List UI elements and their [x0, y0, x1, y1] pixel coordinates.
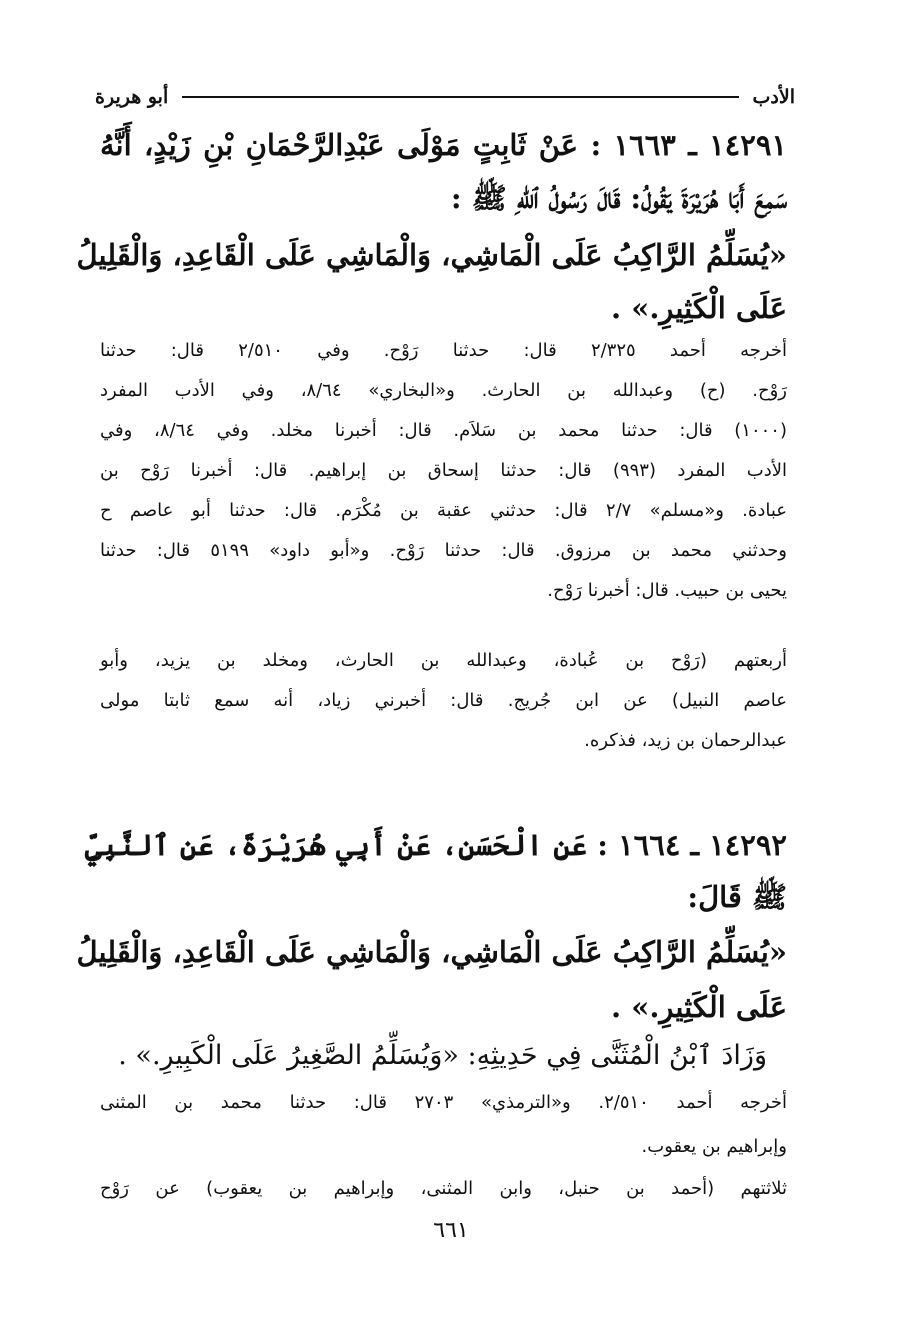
hadith1-takhrij-6: وحدثني محمد بن مرزوق. قال: حدثنا رَوْح. و«أبو داود» ٥١٩٩ قال: حدثنا [100, 540, 787, 561]
hadith1-summary-3: عبدالرحمان بن زيد، فذكره. [584, 730, 787, 751]
hadith1-summary-2: عاصم النبيل) عن ابن جُريج. قال: أخبرني زياد، أنه سمع ثابتا مولى [100, 690, 787, 711]
hadith1-line-1: ١٤٢٩١ ـ ١٦٦٣ : عَنْ ثَابِتٍ مَوْلَى عَبْدِالرَّحْمَانِ بْنِ زَيْدٍ، أَنَّهُ [100, 128, 787, 162]
hadith1-takhrij-1: أخرجه أحمد ٢/٣٢٥ قال: حدثنا رَوْح. وفي ٢/٥١٠ قال: حدثنا [100, 340, 787, 361]
hadith1-takhrij-2: رَوْح. (ح) وعبدالله بن الحارث. و«البخاري» ٨/٦٤، وفي الأدب المفرد [100, 380, 787, 401]
hadith2-line-1: ١٤٢٩٢ ـ ١٦٦٤ : عَنِ الْحَسَنِ، عَنْ أَبِي هُرَيْرَةَ، عَنِ ٱلنَّبِيِّ [84, 828, 787, 862]
hadith2-line-5: وَزَادَ ٱبْنُ الْمُثَنَّى فِي حَدِيثِهِ: «وَيُسَلِّمُ الصَّغِيرُ عَلَى الْكَبِيرِ.» . [118, 1040, 767, 1071]
hadith1-takhrij-4: الأدب المفرد (٩٩٣) قال: حدثنا إسحاق بن إبراهيم. قال: أخبرنا رَوْح بن [100, 460, 787, 481]
page-number: ٦٦١ [433, 1218, 469, 1243]
hadith1-takhrij-3: (١٠٠٠) قال: حدثنا محمد بن سَلاَم. قال: أخبرنا مخلد. وفي ٨/٦٤، وفي [100, 420, 787, 441]
hadith1-line-3: «يُسَلِّمُ الرَّاكِبُ عَلَى الْمَاشِي، وَالْمَاشِي عَلَى الْقَاعِدِ، وَالْقَلِيلُ [76, 238, 787, 272]
hadith1-line-4: عَلَى الْكَثِيرِ.» . [611, 291, 787, 325]
narrator-title: أبو هريرة [95, 86, 169, 108]
hadith2-line-3: «يُسَلِّمُ الرَّاكِبُ عَلَى الْمَاشِي، وَالْمَاشِي عَلَى الْقَاعِدِ، وَالْقَلِيلُ [76, 935, 787, 969]
running-header [95, 82, 795, 112]
hadith2-takhrij-1: أخرجه أحمد ٢/٥١٠. و«الترمذي» ٢٧٠٣ قال: حدثنا محمد بن المثنى [100, 1092, 787, 1113]
hadith1-takhrij-7: يحيى بن حبيب. قال: أخبرنا رَوْح. [547, 580, 787, 601]
hadith2-takhrij-2: وإبراهيم بن يعقوب. [641, 1136, 787, 1157]
hadith2-summary-1: ثلاثتهم (أحمد بن حنبل، وابن المثنى، وإبراهيم بن يعقوب) عن رَوْح [100, 1178, 787, 1199]
chapter-title: الأدب [752, 86, 795, 108]
hadith1-summary-1: أربعتهم (رَوْح بن عُبادة، وعبدالله بن الحارث، ومخلد بن يزيد، وأبو [100, 650, 787, 671]
hadith1-line-2: سَمِعَ أَبَا هُرَيْرَةَ يَقُولُ: قَالَ رَسُولُ ٱللهِ ﷺ : [450, 181, 787, 215]
header-rule [182, 96, 738, 98]
hadith2-line-2: ﷺ قَالَ: [687, 880, 787, 914]
hadith2-line-4: عَلَى الْكَثِيرِ.» . [611, 990, 787, 1024]
hadith1-takhrij-5: عبادة. و«مسلم» ٢/٧ قال: حدثني عقبة بن مُكْرَم. قال: حدثنا أبو عاصم ح [100, 500, 788, 521]
